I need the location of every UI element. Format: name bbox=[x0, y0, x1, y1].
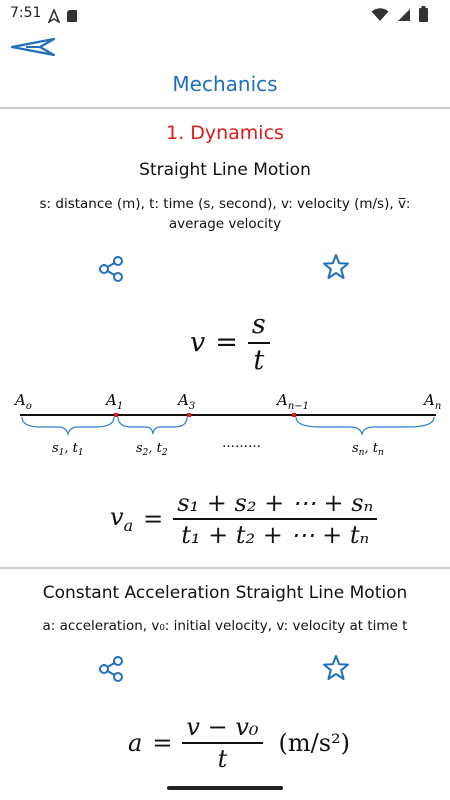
status-bar bbox=[0, 0, 450, 30]
segment-brace bbox=[296, 417, 434, 434]
card-title: Straight Line Motion bbox=[139, 160, 311, 180]
point-label: $A_o$ bbox=[15, 391, 32, 412]
favorite-button[interactable] bbox=[321, 653, 351, 683]
card-description: s: distance (m), t: time (s, second), v: velocity (m/s), v̅: average velocity bbox=[39, 196, 411, 232]
point-marker bbox=[292, 413, 296, 417]
star-icon bbox=[322, 654, 350, 682]
formula-equals: = bbox=[215, 327, 238, 359]
card-title: Constant Acceleration Straight Line Motion bbox=[42, 583, 408, 603]
formula-average-velocity bbox=[110, 490, 377, 549]
formula-lhs: v bbox=[110, 503, 124, 532]
favorite-button[interactable] bbox=[321, 252, 351, 282]
card-divider bbox=[0, 567, 450, 569]
point-marker bbox=[187, 413, 191, 417]
share-icon bbox=[97, 255, 125, 283]
wifi-icon bbox=[371, 7, 389, 26]
point-label: $A_n$ bbox=[424, 391, 442, 412]
formula-lhs-sub: a bbox=[123, 516, 134, 536]
share-button[interactable] bbox=[96, 254, 126, 284]
segment-label: $s_n$, $t_n$ bbox=[352, 441, 384, 458]
formula-equals: = bbox=[143, 505, 164, 534]
segment-brace bbox=[22, 417, 114, 434]
point-label: $A_1$ bbox=[106, 391, 124, 412]
formula-lhs: v bbox=[190, 327, 206, 359]
point-label: $A_{n-1}$ bbox=[277, 391, 310, 412]
formula-velocity bbox=[190, 310, 270, 375]
star-icon bbox=[322, 253, 350, 281]
formula-denominator: t₁ + t₂ + ⋯ + tₙ bbox=[181, 521, 370, 550]
back-button[interactable] bbox=[10, 34, 56, 60]
formula-lhs: a bbox=[128, 729, 143, 758]
share-icon bbox=[97, 655, 125, 683]
section-title: 1. Dynamics bbox=[166, 122, 284, 144]
navigation-icon bbox=[48, 8, 60, 27]
share-button[interactable] bbox=[96, 654, 126, 684]
motion-diagram bbox=[10, 384, 450, 464]
formula-unit: (m/s²) bbox=[278, 729, 351, 758]
segment-label: $s_1$, $t_1$ bbox=[52, 441, 84, 458]
formula-numerator: v − v₀ bbox=[182, 714, 262, 744]
page-title: Mechanics bbox=[172, 72, 278, 96]
status-time: 7:51 bbox=[10, 5, 42, 21]
card-description: a: acceleration, v₀: initial velocity, v: velocity at time t bbox=[42, 618, 408, 634]
sd-card-icon bbox=[66, 8, 78, 27]
home-indicator[interactable] bbox=[167, 786, 283, 790]
paper-plane-back-icon bbox=[10, 34, 56, 60]
formula-numerator: s₁ + s₂ + ⋯ + sₙ bbox=[173, 490, 377, 520]
formula-denominator: t bbox=[217, 745, 228, 774]
formula-acceleration bbox=[128, 714, 350, 773]
formula-numerator: s bbox=[248, 310, 270, 344]
segment-label: $s_2$, $t_2$ bbox=[136, 441, 168, 458]
ellipsis-dots: ……… bbox=[222, 436, 261, 451]
formula-denominator: t bbox=[253, 344, 265, 376]
point-label: $A_3$ bbox=[178, 391, 196, 412]
formula-equals: = bbox=[152, 729, 173, 758]
header-divider bbox=[0, 107, 450, 109]
segment-brace bbox=[118, 417, 187, 434]
battery-icon bbox=[419, 6, 428, 26]
signal-icon bbox=[397, 7, 411, 26]
point-marker bbox=[114, 413, 118, 417]
